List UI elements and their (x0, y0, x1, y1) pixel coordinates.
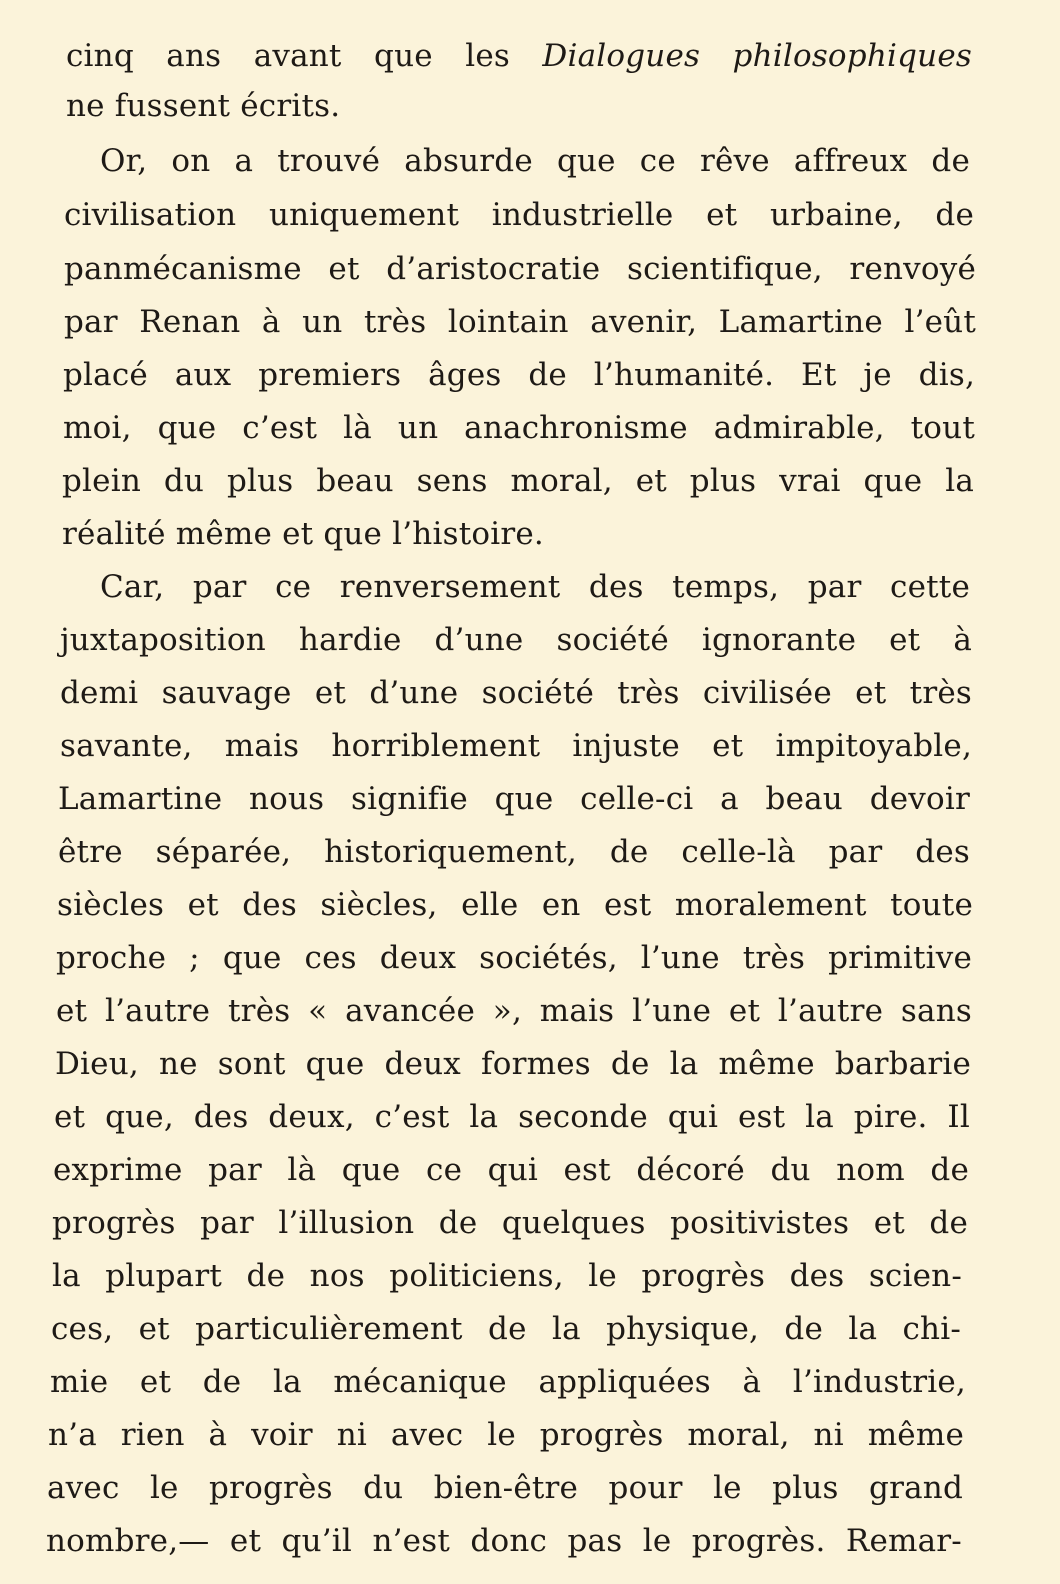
line-text: avec le progrès du bien-être pour le plus grand (47, 1470, 963, 1506)
text-line (64, 251, 1060, 287)
text-line (60, 728, 1060, 764)
line-text: la plupart de nos politiciens, le progrès des scien- (52, 1258, 962, 1294)
text-line (54, 1099, 1060, 1135)
text-line (48, 1417, 1060, 1453)
text-line (55, 1046, 1060, 1082)
text-line (66, 38, 1060, 74)
italic-title: Dialogues philosophiques (542, 38, 972, 74)
line-text: nombre,— et qu’il n’est donc pas le progrès. Remar- (46, 1523, 962, 1559)
text-line (64, 304, 1060, 340)
text-line (46, 1523, 1060, 1559)
text-line (51, 1311, 1060, 1347)
text-line (52, 1205, 1060, 1241)
line-text: ne fussent écrits. (66, 88, 341, 124)
line-text: mie et de la mécanique appliquées à l’industrie, (50, 1364, 966, 1400)
line-text: être séparée, historiquement, de celle-là par des (58, 834, 970, 870)
text-line (52, 1258, 1060, 1294)
text-line (66, 88, 1060, 124)
text-line (58, 834, 1060, 870)
line-text: plein du plus beau sens moral, et plus vrai que la (62, 463, 974, 499)
line-text: demi sauvage et d’une société très civilisée et très (60, 675, 972, 711)
text-line (53, 1152, 1060, 1188)
line-text: exprime par là que ce qui est décoré du nom de (53, 1152, 969, 1188)
text-line (100, 143, 1060, 179)
text-line (62, 463, 1060, 499)
text-line (50, 1364, 1060, 1400)
text-line (60, 622, 1060, 658)
text-line (64, 197, 1060, 233)
line-text: Lamartine nous signifie que celle-ci a beau devoir (58, 781, 970, 817)
text-line (62, 516, 1060, 552)
line-text: moi, que c’est là un anachronisme admirable, tout (63, 410, 975, 446)
text-line (60, 675, 1060, 711)
line-text: siècles et des siècles, elle en est moralement toute (57, 887, 973, 923)
line-text: civilisation uniquement industrielle et urbaine, de (64, 197, 974, 233)
text-line (100, 569, 1060, 605)
line-text: réalité même et que l’histoire. (62, 516, 544, 552)
line-text: Or, on a trouvé absurde que ce rêve affreux de (100, 143, 970, 179)
line-text: placé aux premiers âges de l’humanité. Et je dis, (63, 357, 975, 393)
line-text: panmécanisme et d’aristocratie scientifique, renvoyé (64, 251, 976, 287)
text-line (47, 1470, 1060, 1506)
text-line (56, 993, 1060, 1029)
line-text: ces, et particulièrement de la physique, de la chi- (51, 1311, 961, 1347)
line-text: savante, mais horriblement injuste et impitoyable, (60, 728, 972, 764)
text-line (63, 357, 1060, 393)
line-text: Car, par ce renversement des temps, par cette (100, 569, 970, 605)
line-text: progrès par l’illusion de quelques positivistes et de (52, 1205, 968, 1241)
line-text: par Renan à un très lointain avenir, Lamartine l’eût (64, 304, 976, 340)
line-text: et l’autre très « avancée », mais l’une et l’autre sans (56, 993, 972, 1029)
text-line (63, 410, 1060, 446)
line-text: et que, des deux, c’est la seconde qui est la pire. Il (54, 1099, 970, 1135)
line-text: cinq ans avant que les Dialogues philosophiques (66, 38, 972, 74)
line-text: juxtaposition hardie d’une société ignorante et à (60, 622, 972, 658)
text-line (56, 940, 1060, 976)
line-text: n’a rien à voir ni avec le progrès moral, ni même (48, 1417, 964, 1453)
text-line (57, 887, 1060, 923)
line-text: proche ; que ces deux sociétés, l’une très primitive (56, 940, 972, 976)
text-line (58, 781, 1060, 817)
line-text: Dieu, ne sont que deux formes de la même barbarie (55, 1046, 971, 1082)
